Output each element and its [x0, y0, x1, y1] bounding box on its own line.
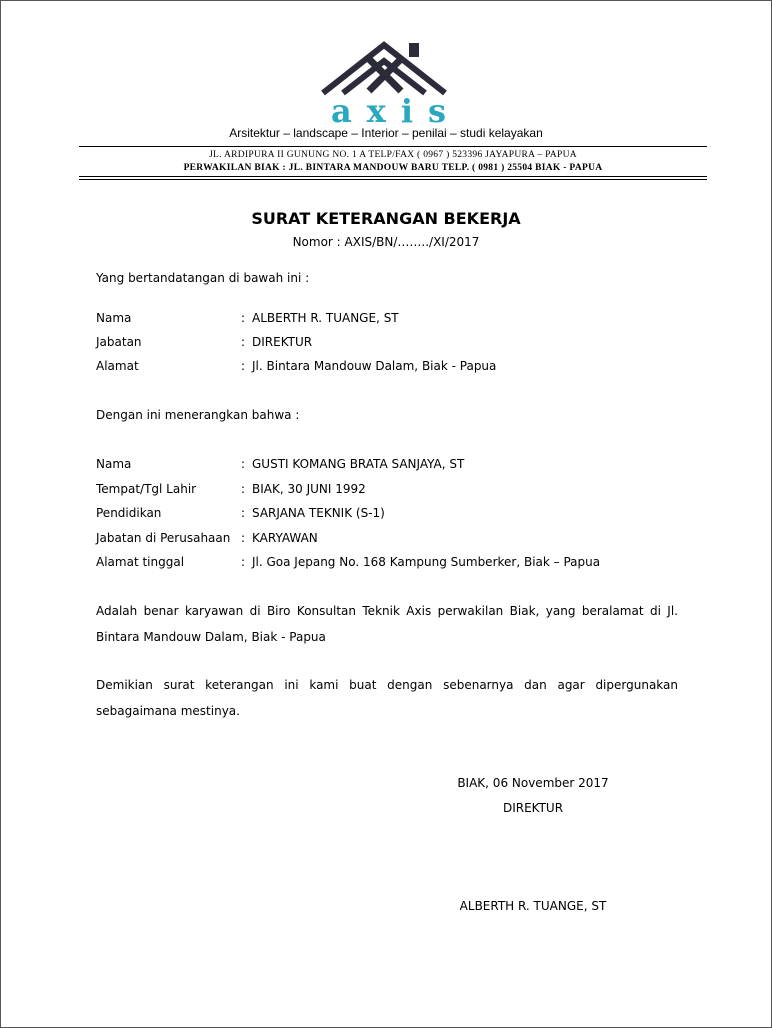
employee-colon: :: [241, 506, 246, 520]
intro-text: Yang bertandatangan di bawah ini :: [96, 271, 310, 285]
employee-colon: :: [241, 555, 246, 569]
employee-colon: :: [241, 531, 246, 545]
letterhead-address-main: JL. ARDIPURA II GUNUNG NO. 1 A TELP/FAX ( 0967 ) 523396 JAYAPURA – PAPUA: [209, 150, 577, 160]
employee-value: KARYAWAN: [252, 531, 318, 545]
letter-number: Nomor : AXIS/BN/……../XI/2017: [292, 235, 480, 249]
statement-paragraph: Adalah benar karyawan di Biro Konsultan Teknik Axis perwakilan Biak, yang beralamat di Jl. Bintara Mandouw Dalam, Biak - Papua: [96, 604, 678, 644]
employee-label: Alamat tinggal: [96, 555, 185, 569]
employee-label: Pendidikan: [96, 506, 162, 520]
closing-paragraph: Demikian surat keterangan ini kami buat dengan sebenarnya dan agar dipergunakan sebagaimana mestinya.: [96, 678, 678, 718]
letterhead-divider-top: [79, 146, 707, 147]
signatory-colon: :: [241, 335, 246, 349]
letterhead-divider-bottom: [79, 176, 707, 177]
employee-value: GUSTI KOMANG BRATA SANJAYA, ST: [252, 457, 465, 471]
declaration-intro-text: Dengan ini menerangkan bahwa :: [96, 408, 300, 422]
letterhead-address-branch: PERWAKILAN BIAK : JL. BINTARA MANDOUW BARU TELP. ( 0981 ) 25504 BIAK - PAPUA: [183, 163, 603, 173]
signatory-colon: :: [241, 311, 246, 325]
employee-value: SARJANA TEKNIK (S-1): [252, 506, 385, 520]
brand-name: axis: [331, 92, 461, 130]
letterhead-tagline: Arsitektur – landscape – Interior – penilai – studi kelayakan: [229, 126, 543, 140]
employee-label: Jabatan di Perusahaan: [96, 531, 231, 545]
employee-colon: :: [241, 482, 246, 496]
employee-label: Tempat/Tgl Lahir: [96, 482, 197, 496]
employee-label: Nama: [96, 457, 132, 471]
letterhead-divider-bottom-thin: [79, 179, 707, 180]
letter-title: SURAT KETERANGAN BEKERJA: [251, 209, 521, 228]
employee-colon: :: [241, 457, 246, 471]
employee-value: BIAK, 30 JUNI 1992: [252, 482, 366, 496]
signatory-colon: :: [241, 359, 246, 373]
signature-name: ALBERTH R. TUANGE, ST: [459, 899, 607, 913]
signature-place-date: BIAK, 06 November 2017: [457, 776, 609, 790]
signatory-label: Alamat: [96, 359, 139, 373]
signature-position: DIREKTUR: [502, 801, 564, 815]
employee-value: Jl. Goa Jepang No. 168 Kampung Sumberker, Biak – Papua: [252, 555, 601, 569]
signatory-value: DIREKTUR: [252, 335, 313, 349]
signatory-value: ALBERTH R. TUANGE, ST: [252, 311, 399, 325]
signatory-value: Jl. Bintara Mandouw Dalam, Biak - Papua: [252, 359, 497, 373]
signatory-label: Jabatan: [96, 335, 142, 349]
signatory-label: Nama: [96, 311, 132, 325]
